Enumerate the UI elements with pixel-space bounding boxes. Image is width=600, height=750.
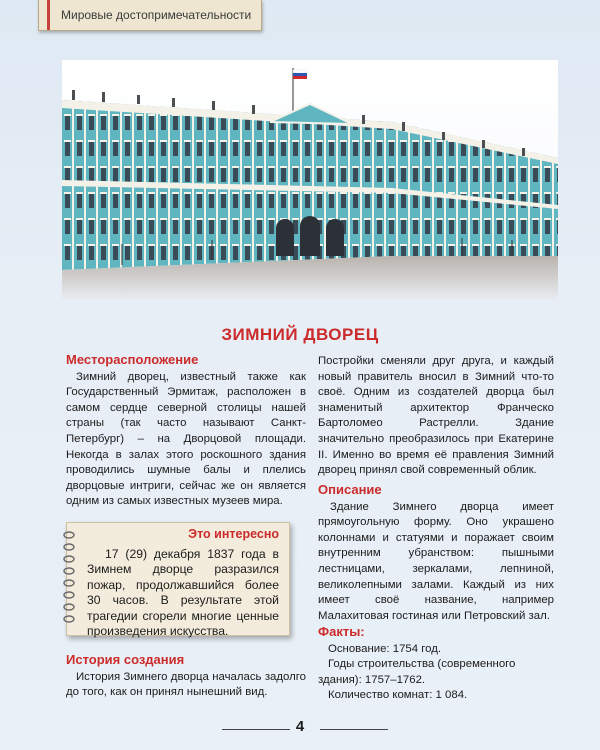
description-section <box>318 482 554 624</box>
location-section <box>66 352 306 510</box>
fact-item: Годы строительства (современного здания): 1757–1762. <box>318 658 516 686</box>
page-footer <box>0 718 600 738</box>
history-section <box>66 652 306 701</box>
history-continued <box>318 354 554 479</box>
history-heading: История создания <box>66 652 185 667</box>
history-continued-text: Постройки сменяли друг друга, и каждый новый правитель вносил в Зимний что-то своё. Одним из создателей дворца был знаменитый архитектор Франческо Бартоломео Растрелли. Здание значительно преобразилось при Екатерине II. Именно во время её правления Зимний дворец принял свой современный облик. <box>318 355 554 477</box>
page-number: 4 <box>295 718 305 735</box>
history-text: История Зимнего дворца началась задолго до того, как он принял нынешний вид. <box>66 670 306 699</box>
fact-item: Основание: 1754 год. <box>328 642 442 655</box>
footer-divider-right <box>320 729 388 730</box>
description-text: Здание Зимнего дворца имеет прямоугольную форму. Оно украшено колоннами и статуями и поражает своим внутренним убранством: пышными лестницами, зеркалами, лепниной, великолепными залами. Каждый из них имеет своё название, например Малахитовая гостиная или Петровский зал. <box>318 500 554 622</box>
facts-heading: Факты: <box>318 624 365 639</box>
section-header-tab <box>38 0 262 31</box>
interesting-heading: Это интересно <box>188 527 279 541</box>
location-text: Зимний дворец, известный также как Государственный Эрмитаж, расположен в самом сердце северной столицы нашей страны (так часто называют Санкт-Петербург) – на Дворцовой площади. Некогда в залах этого роскошного здания проводились шумные балы и плелись дворцовые интриги, сейчас же он является одним из самых известных музеев мира. <box>66 370 306 508</box>
interesting-text: 17 (29) декабря 1837 года в Зимнем дворце разразился пожар, продолжавшийся более 30 часов. В результате этой трагедии сгорели многие ценные произведения искусства. <box>87 547 279 639</box>
section-label: Мировые достопримечательности <box>61 8 252 22</box>
description-heading: Описание <box>318 482 382 497</box>
interesting-fact-note <box>66 522 290 639</box>
spiral-binding-icon <box>61 529 77 629</box>
facts-section <box>318 624 554 704</box>
header-accent-bar <box>47 0 50 30</box>
winter-palace-photo <box>62 60 558 300</box>
page-title: ЗИМНИЙ ДВОРЕЦ <box>221 325 379 344</box>
location-heading: Месторасположение <box>66 352 199 367</box>
fact-item: Количество комнат: 1 084. <box>328 689 468 702</box>
